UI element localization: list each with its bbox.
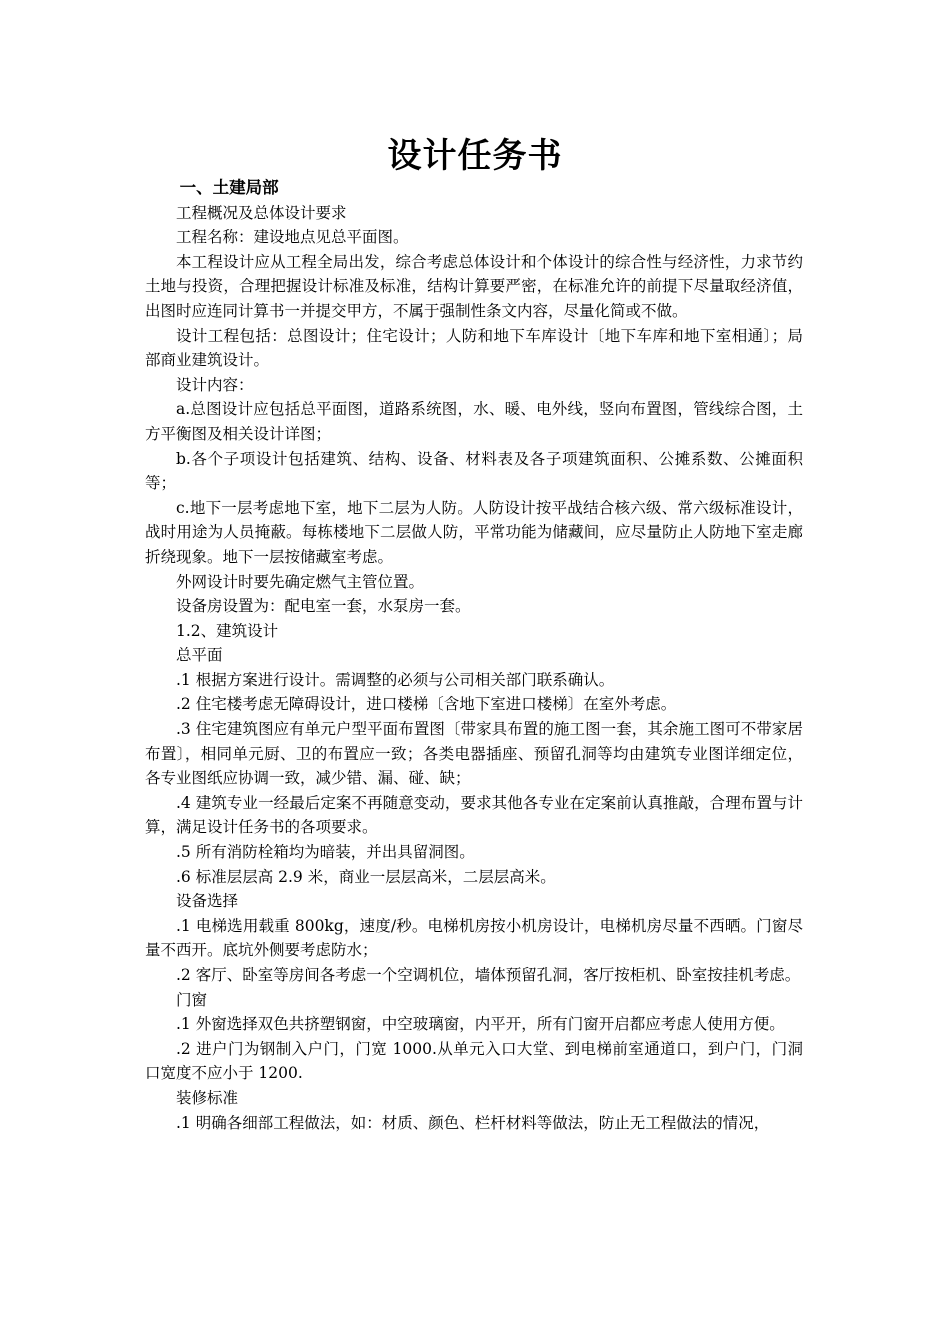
section-heading: 一、土建局部 [179, 178, 279, 197]
list-item: .2 住宅楼考虑无障碍设计，进口楼梯〔含地下室进口楼梯〕在室外考虑。 [176, 695, 677, 714]
list-item: .2 进户门为钢制入户门，门宽 1000.从单元入口大堂、到电梯前室通道口，到户门，门洞口宽度不应小于 1200. [145, 1039, 803, 1083]
document-body [145, 176, 803, 1135]
paragraph: 设计工程包括：总图设计；住宅设计；人防和地下车库设计〔地下车库和地下室相通〕；局部商业建筑设计。 [145, 326, 803, 370]
list-item: a.总图设计应包括总平面图，道路系统图，水、暖、电外线，竖向布置图，管线综合图，土方平衡图及相关设计详图； [145, 400, 803, 443]
subsection-label: 1.2、建筑设计 [176, 621, 279, 640]
paragraph: 外网设计时要先确定燃气主管位置。 [176, 572, 425, 591]
paragraph: 工程名称：建设地点见总平面图。 [176, 228, 409, 247]
paragraph: 设计内容： [176, 375, 254, 394]
list-item: .6 标准层层高 2.9 米，商业一层层高米，二层层高米。 [176, 867, 556, 886]
subsection-label: 装修标准 [176, 1088, 239, 1107]
subsection-label: 设备选择 [176, 892, 239, 911]
list-item: c.地下一层考虑地下室，地下二层为人防。人防设计按平战结合核六级、常六级标准设计，战时用途为人员掩蔽。每栋楼地下二层做人防，平常功能为储藏间，应尽量防止人防地下室走廊折绕现象。地下一层按储藏室考虑。 [145, 498, 803, 566]
list-item: .1 外窗选择双色共挤塑钢窗，中空玻璃窗，内平开，所有门窗开启都应考虑人使用方便。 [176, 1015, 785, 1034]
list-item: .1 电梯选用载重 800kg，速度/秒。电梯机房按小机房设计，电梯机房尽量不西晒。门窗尽量不西开。底坑外侧要考虑防水； [145, 916, 803, 960]
list-item: .3 住宅建筑图应有单元户型平面布置图〔带家具布置的施工图一套，其余施工图可不带家居布置〕，相同单元厨、卫的布置应一致；各类电器插座、预留孔洞等均由建筑专业图详细定位，各专业图纸应协调一致，减少错、漏、碰、缺； [145, 720, 803, 788]
list-item: .2 客厅、卧室等房间各考虑一个空调机位，墙体预留孔洞，客厅按柜机、卧室按挂机考虑。 [176, 966, 801, 984]
list-item: .4 建筑专业一经最后定案不再随意变动，要求其他各专业在定案前认真推敲，合理布置与计算，满足设计任务书的各项要求。 [145, 793, 803, 837]
paragraph: 本工程设计应从工程全局出发，综合考虑总体设计和个体设计的综合性与经济性，力求节约土地与投资，合理把握设计标准及标准，结构计算要严密，在标准允许的前提下尽量取经济值，出图时应连同计算书一并提交甲方，不属于强制性条文内容，尽量化简或不做。 [145, 252, 803, 320]
paragraph: 设备房设置为：配电室一套，水泵房一套。 [176, 597, 471, 616]
subsection-label: 总平面 [176, 646, 223, 665]
document-title: 设计任务书 [387, 136, 563, 176]
subsection-label: 工程概况及总体设计要求 [176, 203, 347, 222]
list-item: .1 明确各细部工程做法，如：材质、颜色、栏杆材料等做法，防止无工程做法的情况， [176, 1113, 770, 1132]
list-item: b.各个子项设计包括建筑、结构、设备、材料表及各子项建筑面积、公摊系数、公摊面积等； [145, 449, 803, 493]
list-item: .5 所有消防栓箱均为暗装，并出具留洞图。 [176, 843, 475, 862]
list-item: .1 根据方案进行设计。需调整的必须与公司相关部门联系确认。 [176, 670, 615, 689]
subsection-label: 门窗 [176, 990, 208, 1009]
